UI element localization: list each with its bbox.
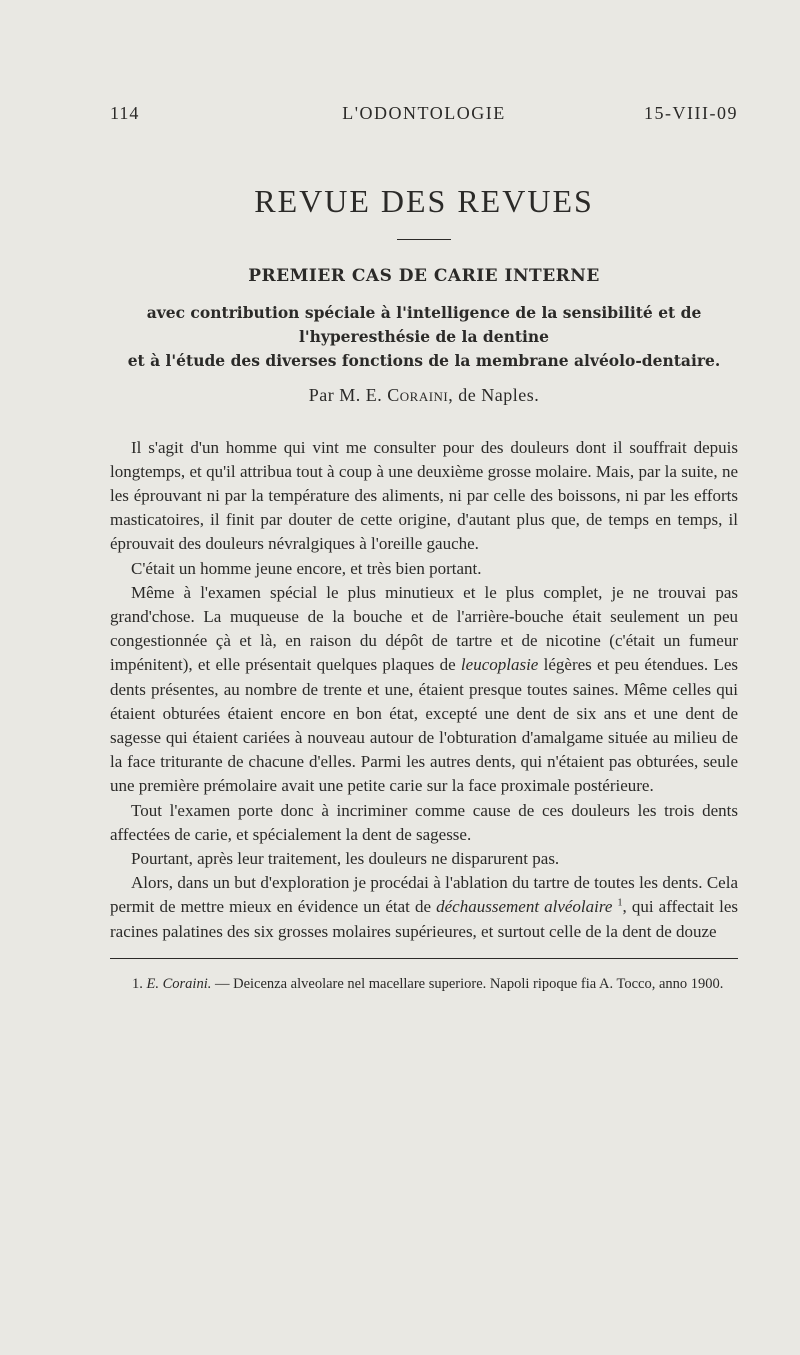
paragraph: Alors, dans un but d'exploration je procédai à l'ablation du tartre de toutes les dents. Cela permit de mettre mieux en évidence un état de déchaussement alvéolaire $^1$, qui affectait les racines palatines des six grosses molaires supérieures, et surtout celle de la dent de douze	[110, 873, 738, 941]
article-body	[110, 436, 738, 944]
author-prefix: Par M. E.	[308, 384, 383, 405]
article-title: PREMIER CAS DE CARIE INTERNE	[248, 266, 600, 286]
running-head	[110, 103, 738, 131]
italic-term: déchaussement alvéolaire	[436, 897, 613, 917]
author-name: Coraini	[387, 384, 449, 405]
section-title: REVUE DES REVUES	[254, 183, 594, 219]
article-subtitle	[110, 301, 738, 373]
author-line	[110, 385, 738, 406]
author-suffix: , de Naples.	[448, 384, 540, 405]
paragraph: C'était un homme jeune encore, et très bien portant.	[131, 558, 482, 578]
paragraph: Tout l'examen porte donc à incriminer comme cause de ces douleurs les trois dents affectées de carie, et spécialement la dent de sagesse.	[110, 800, 738, 844]
journal-title: L'ODONTOLOGIE	[342, 103, 506, 123]
footnote-divider	[110, 958, 738, 959]
issue-date: 15-VIII-09	[644, 103, 738, 123]
title-divider	[397, 239, 451, 240]
footnote-marker: 1.	[132, 975, 147, 992]
paragraph: Il s'agit d'un homme qui vint me consulter pour des douleurs dont il souffrait depuis longtemps, et qu'il attribua tout à coup à une deuxième grosse molaire. Mais, par la suite, ne les éprouvant ni par la température des aliments, ni par celle des boissons, ni par les efforts masticatoires, il finit par douter de cette origine, d'autant plus que, de temps en temps, il éprouvait des douleurs névralgiques à l'oreille gauche.	[110, 437, 738, 554]
subtitle-line: avec contribution spéciale à l'intelligence de la sensibilité et de	[146, 302, 702, 322]
paragraph: Même à l'examen spécial le plus minutieux et le plus complet, je ne trouvai pas grand'chose. La muqueuse de la bouche et de l'arrière-bouche était seulement un peu congestionnée çà et là, en raison du dépôt de tartre et de nicotine (c'était un fumeur impénitent), et elle présentait quelques plaques de leucoplasie légères et peu étendues. Les dents présentes, au nombre de trente et une, étaient presque toutes saines. Même celles qui étaient obturées étaient encore en bon état, excepté une dent de six ans et une dent de sagesse qui étaient cariées à nouveau autour de l'obturation d'amalgame située au milieu de la face triturante de chacune d'elles. Parmi les autres dents, qui n'étaient pas obturées, seule une première prémolaire avait une petite carie sur la face proximale postérieure.	[110, 582, 738, 796]
footnote-author: E. Coraini.	[146, 975, 212, 992]
paragraph: Pourtant, après leur traitement, les douleurs ne disparurent pas.	[131, 848, 560, 868]
subtitle-line: l'hyperesthésie de la dentine	[298, 326, 550, 346]
italic-term: leucoplasie	[460, 655, 539, 675]
subtitle-line: et à l'étude des diverses fonctions de la membrane alvéolo-dentaire.	[127, 350, 721, 370]
footnote-reference[interactable]: 1	[617, 897, 623, 909]
footnote	[110, 975, 738, 994]
footnote-text: — Deicenza alveolare nel macellare superiore. Napoli ripoque fia A. Tocco, anno 1900.	[211, 975, 724, 992]
page-number: 114	[110, 103, 140, 123]
